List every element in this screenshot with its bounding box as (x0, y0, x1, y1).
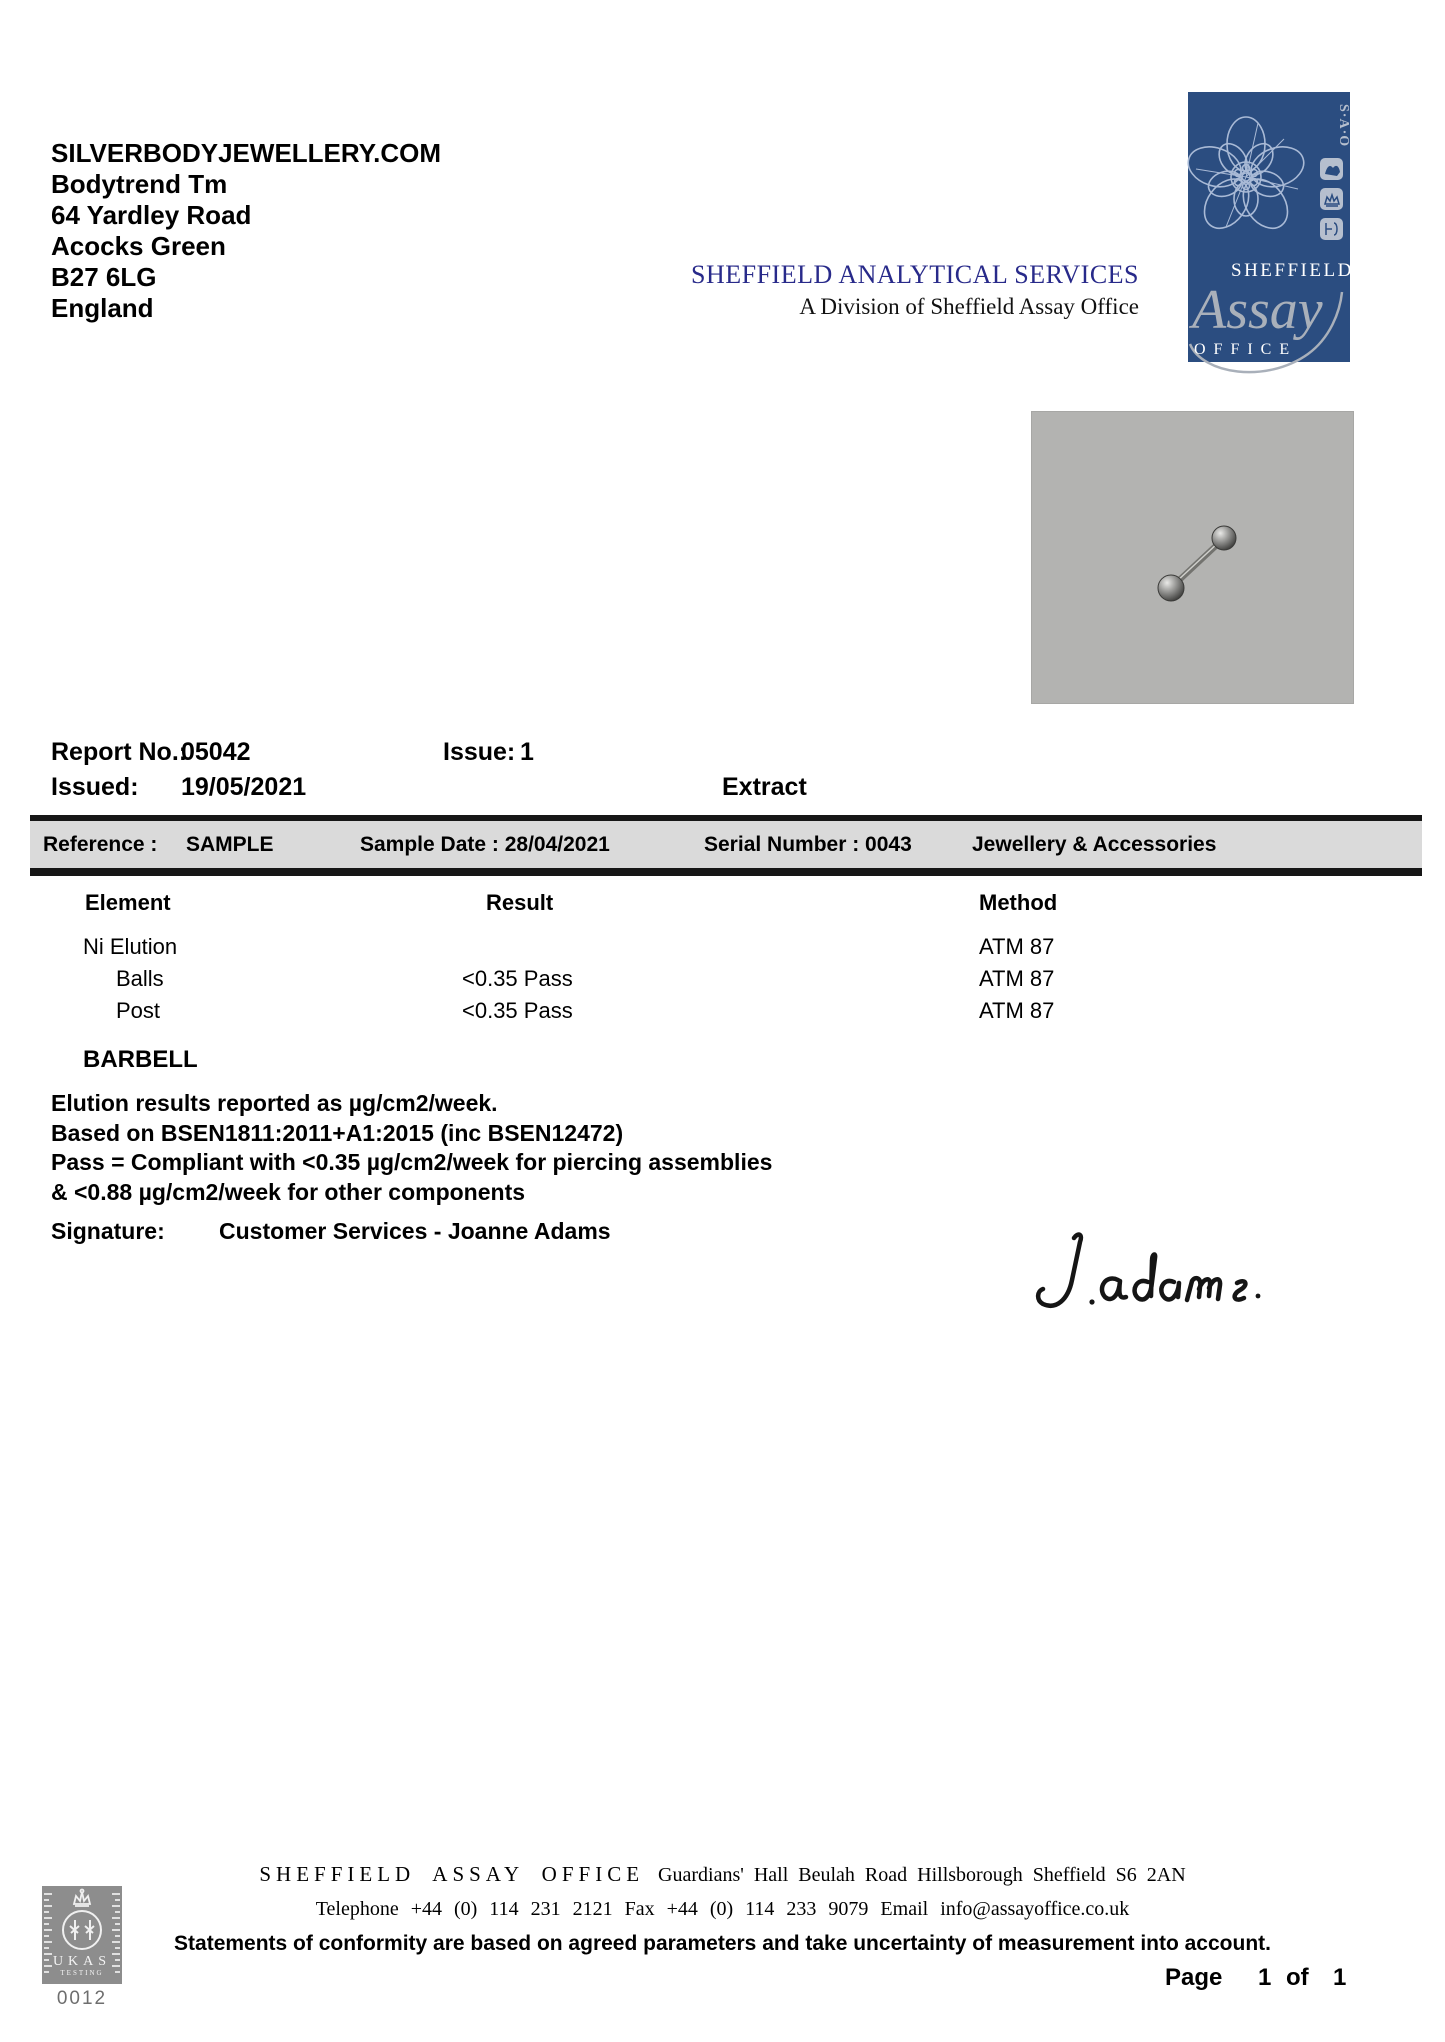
sample-date: Sample Date : 28/04/2021 (360, 833, 610, 856)
row-result: <0.35 Pass (462, 998, 573, 1023)
note-line: Pass = Compliant with <0.35 µg/cm2/week for piercing assemblies (51, 1149, 773, 1175)
row-element: Post (116, 998, 161, 1023)
method-header: Method (979, 890, 1058, 915)
logo-assay-text: Assay (1192, 279, 1323, 341)
row-result: <0.35 Pass (462, 966, 573, 991)
notes-block (51, 1089, 772, 1207)
ukas-number: 0012 (56, 1988, 108, 2009)
footer-contact-line: Telephone +44 (0) 114 231 2121 Fax +44 (0) 114 233 9079 Email info@assayoffice.co.uk (315, 1898, 1130, 1920)
report-no-value: 05042 (181, 738, 251, 766)
recipient-line: B27 6LG (51, 262, 157, 292)
sample-info-bar (30, 821, 1422, 868)
result-header: Result (486, 890, 554, 915)
recipient-address (51, 138, 441, 324)
issue-value: 1 (520, 738, 534, 766)
bottom-rule (30, 868, 1422, 876)
logo-sheffield-text: SHEFFIELD (1231, 260, 1354, 281)
ukas-logo (42, 1886, 122, 1984)
recipient-company: SILVERBODYJEWELLERY.COM (51, 138, 442, 168)
division-title: SHEFFIELD ANALYTICAL SERVICES (691, 260, 1139, 289)
note-line: Based on BSEN1811:2011+A1:2015 (inc BSEN12472) (51, 1119, 624, 1146)
report-no-label: Report No.: (51, 738, 188, 766)
ukas-subtitle: TESTING (60, 1969, 104, 1977)
ukas-logo-graphic (42, 1886, 122, 1984)
item-name: BARBELL (83, 1046, 198, 1073)
recipient-line: Acocks Green (51, 231, 226, 261)
reference-value: SAMPLE (186, 833, 274, 856)
issued-date: 19/05/2021 (181, 773, 307, 801)
note-line: Elution results reported as µg/cm2/week. (51, 1090, 498, 1116)
assay-office-logo (1188, 92, 1354, 392)
row-element: Ni Elution (83, 934, 178, 959)
sample-photo (1031, 411, 1354, 704)
page-total: 1 (1333, 1964, 1347, 1991)
footer-conformity-line: Statements of conformity are based on agreed parameters and take uncertainty of measurement into account. (174, 1932, 1271, 1955)
reference-label: Reference : (43, 833, 158, 856)
handwritten-signature (1010, 1228, 1280, 1343)
issued-label: Issued: (51, 773, 139, 801)
serial-number: Serial Number : 0043 (704, 833, 912, 856)
recipient-line: Bodytrend Tm (51, 169, 228, 199)
signatory-name: Customer Services - Joanne Adams (219, 1218, 611, 1244)
signature-label: Signature: (51, 1218, 165, 1244)
row-method: ATM 87 (979, 934, 1055, 959)
extract-label: Extract (722, 773, 807, 801)
element-header: Element (85, 890, 171, 915)
logo-office-text: OFFICE (1194, 341, 1298, 358)
page-number: 1 (1258, 1964, 1272, 1991)
barbell-piercing-image (1032, 412, 1353, 703)
row-element: Balls (116, 966, 164, 991)
row-method: ATM 87 (979, 998, 1055, 1023)
footer-office-address: Guardians' Hall Beulah Road Hillsborough Sheffield S6 2AN (658, 1864, 1186, 1886)
page-of-label: of (1286, 1964, 1309, 1991)
footer-office-line (0, 1862, 1445, 1887)
page-label: Page (1165, 1964, 1223, 1991)
issue-label: Issue: (443, 738, 516, 766)
category: Jewellery & Accessories (972, 833, 1217, 856)
footer-office-name: SHEFFIELD ASSAY OFFICE (259, 1862, 645, 1886)
recipient-line: England (51, 293, 154, 323)
assay-office-logo-graphic (1188, 92, 1354, 392)
note-line: & <0.88 µg/cm2/week for other components (51, 1178, 526, 1205)
row-method: ATM 87 (979, 966, 1055, 991)
division-subtitle: A Division of Sheffield Assay Office (799, 294, 1139, 319)
recipient-line: 64 Yardley Road (51, 200, 252, 230)
division-heading (691, 260, 1139, 320)
ukas-name: UKAS (52, 1954, 112, 1969)
hallmark-sao-text: S·A·O (1336, 104, 1351, 148)
handwritten-signature-strokes (1010, 1228, 1280, 1338)
